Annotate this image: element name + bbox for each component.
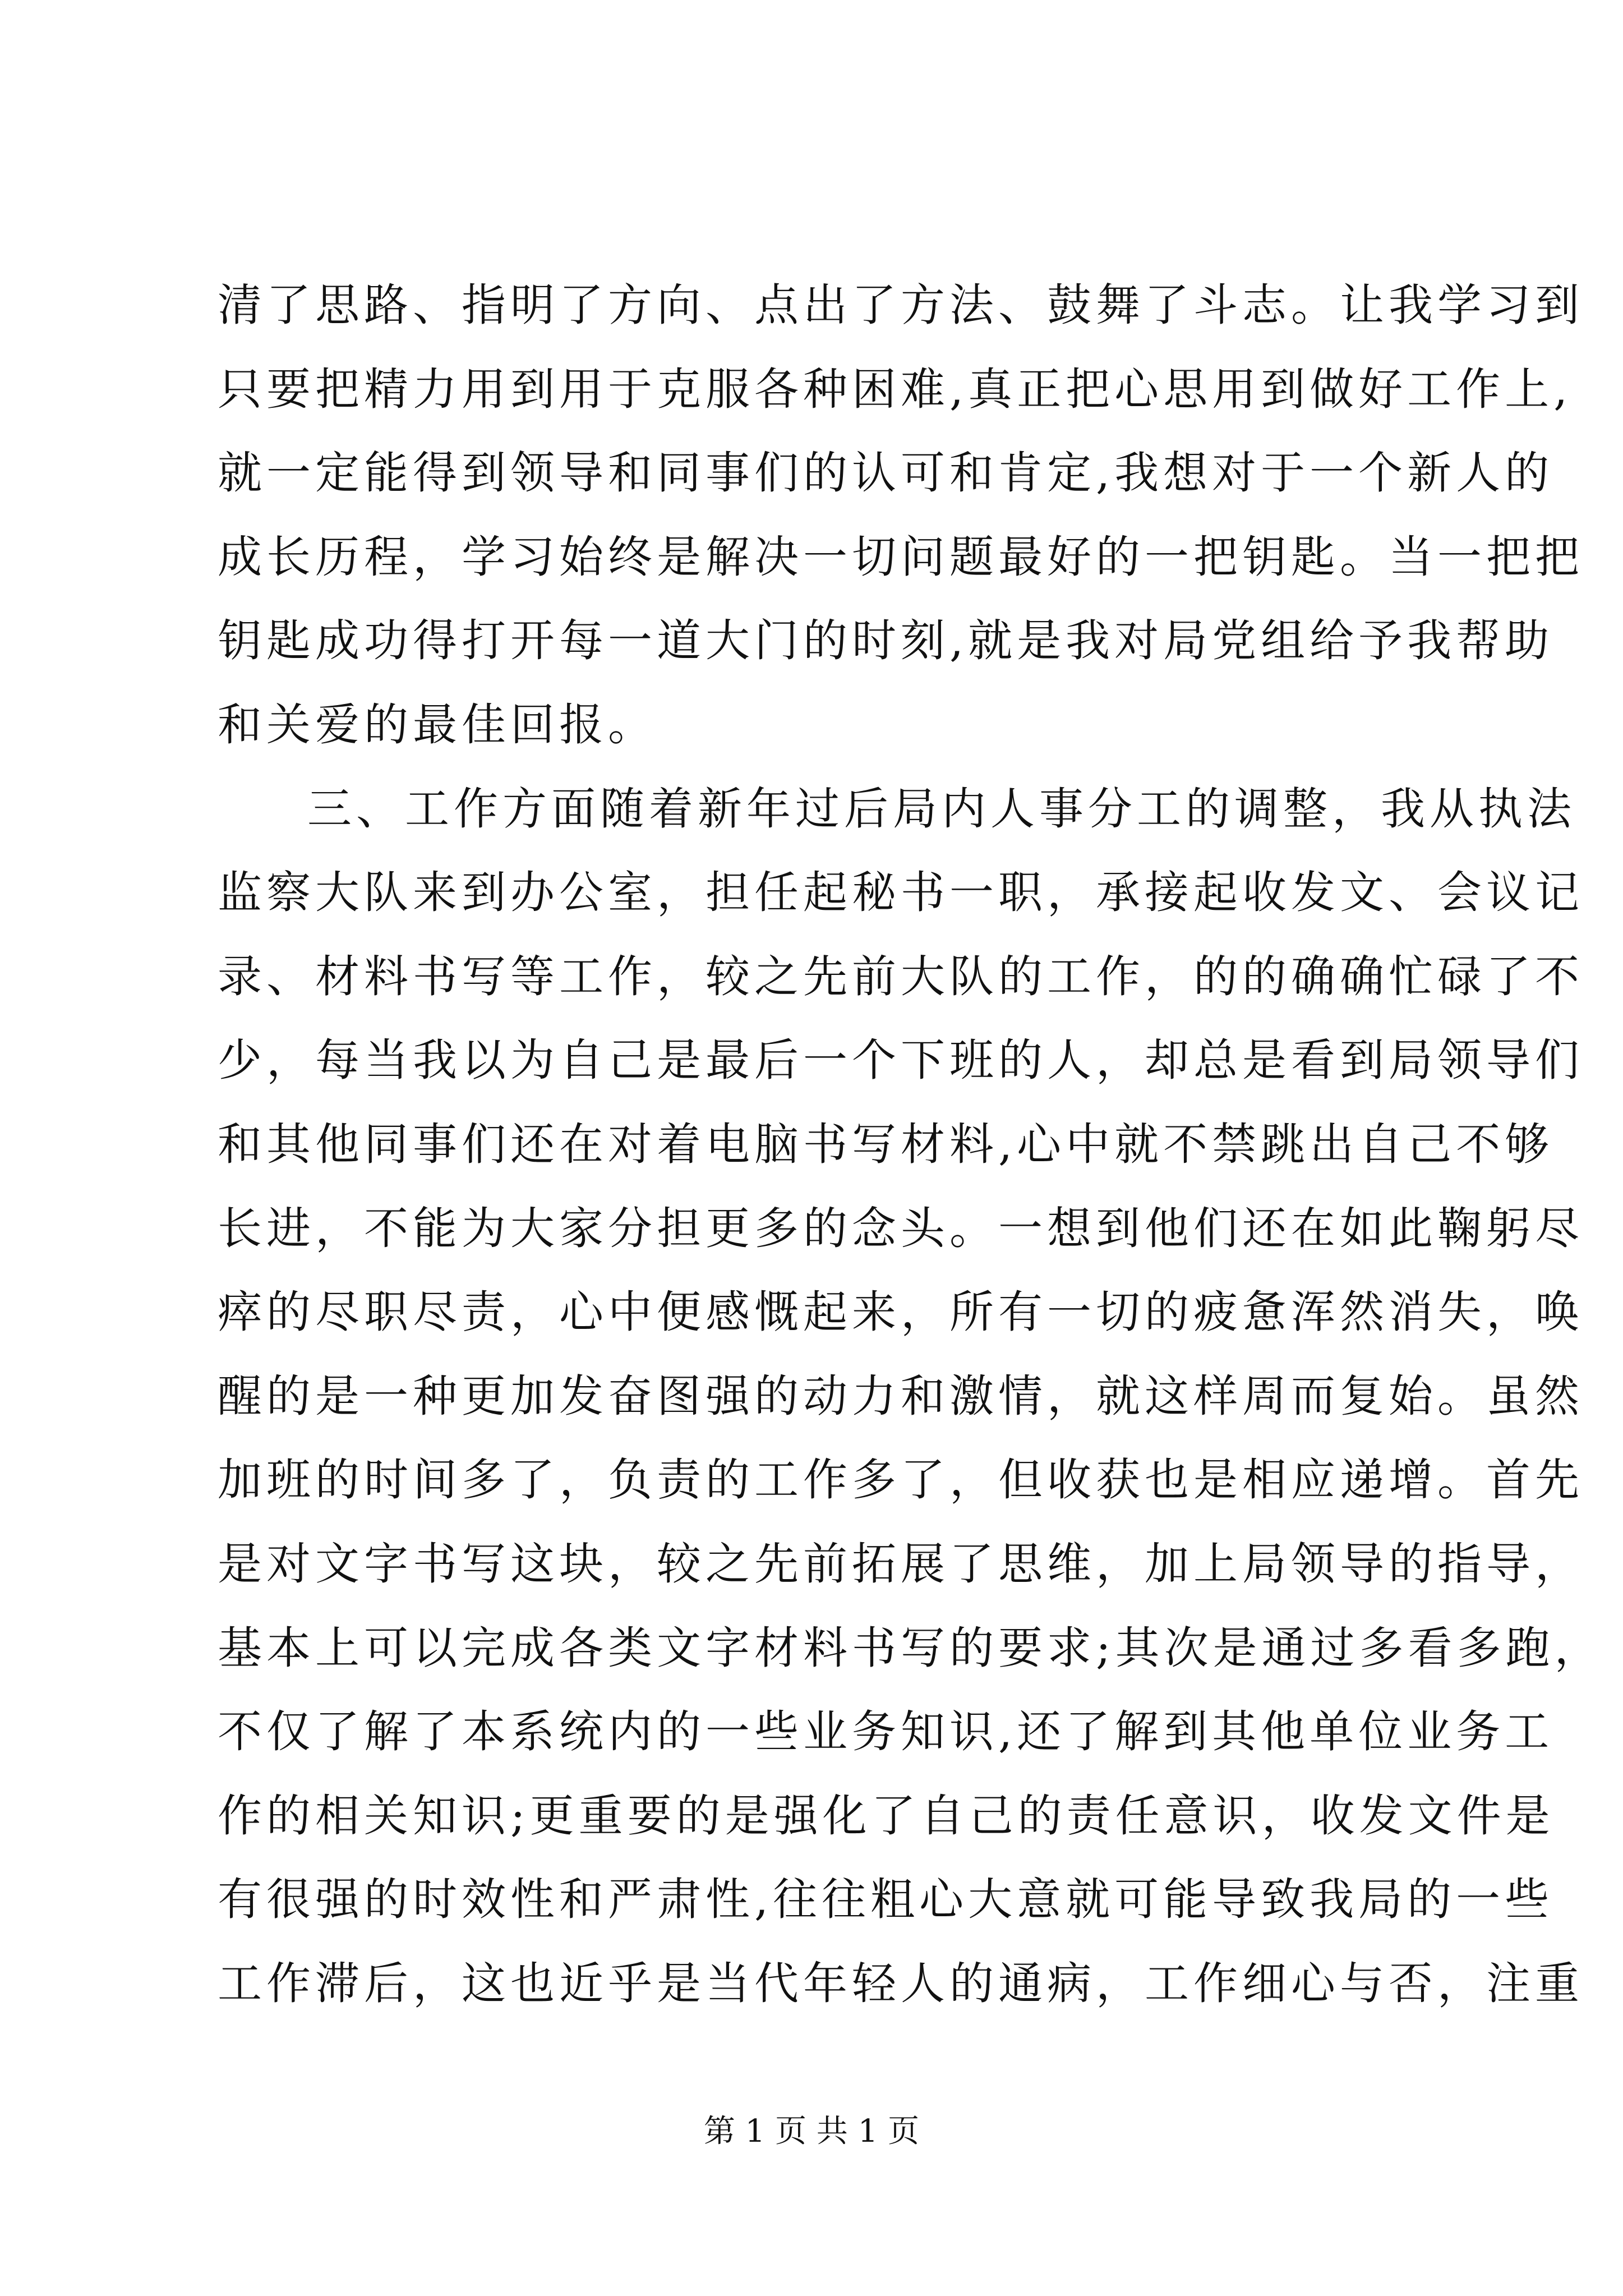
text-line: 只要把精力用到用于克服各种困难,真正把心思用到做好工作上, xyxy=(218,363,1573,415)
text-line: 基本上可以完成各类文字材料书写的要求;其次是通过多看多跑， xyxy=(218,1622,1603,1674)
text-line: 工作滞后，这也近乎是当代年轻人的通病，工作细心与否，注重 xyxy=(218,1957,1584,2009)
text-line: 少，每当我以为自己是最后一个下班的人，却总是看到局领导们 xyxy=(218,1034,1584,1087)
paragraph-start-line: 三、工作方面随着新年过后局内人事分工的调整，我从执法 xyxy=(307,783,1576,835)
text-line: 加班的时间多了，负责的工作多了，但收获也是相应递增。首先 xyxy=(218,1454,1584,1506)
text-line: 长进，不能为大家分担更多的念头。一想到他们还在如此鞠躬尽 xyxy=(218,1202,1584,1254)
text-line: 有很强的时效性和严肃性,往往粗心大意就可能导致我局的一些 xyxy=(218,1874,1554,1926)
text-line: 是对文字书写这块，较之先前拓展了思维，加上局领导的指导， xyxy=(218,1538,1584,1590)
text-line: 作的相关知识;更重要的是强化了自己的责任意识，收发文件是 xyxy=(218,1789,1555,1842)
text-line: 录、材料书写等工作，较之先前大队的工作，的的确确忙碌了不 xyxy=(218,950,1584,1002)
document-body xyxy=(218,264,1603,2026)
text-line: 瘁的尽职尽责，心中便感慨起来，所有一切的疲惫浑然消失，唤 xyxy=(218,1286,1584,1338)
text-line: 就一定能得到领导和同事们的认可和肯定,我想对于一个新人的 xyxy=(218,447,1554,499)
text-line: 和关爱的最佳回报。 xyxy=(218,698,657,751)
text-line: 清了思路、指明了方向、点出了方法、鼓舞了斗志。让我学习到 xyxy=(218,279,1584,331)
text-line: 和其他同事们还在对着电脑书写材料,心中就不禁跳出自己不够 xyxy=(218,1118,1554,1170)
text-line: 醒的是一种更加发奋图强的动力和激情，就这样周而复始。虽然 xyxy=(218,1370,1584,1422)
text-line: 钥匙成功得打开每一道大门的时刻,就是我对局党组给予我帮助 xyxy=(218,615,1554,667)
text-line: 监察大队来到办公室，担任起秘书一职，承接起收发文、会议记 xyxy=(218,867,1584,919)
text-line: 不仅了解了本系统内的一些业务知识,还了解到其他单位业务工 xyxy=(218,1706,1554,1758)
page-footer: 第 1 页 共 1 页 xyxy=(703,2113,920,2150)
text-line: 成长历程，学习始终是解决一切问题最好的一把钥匙。当一把把 xyxy=(218,531,1584,583)
